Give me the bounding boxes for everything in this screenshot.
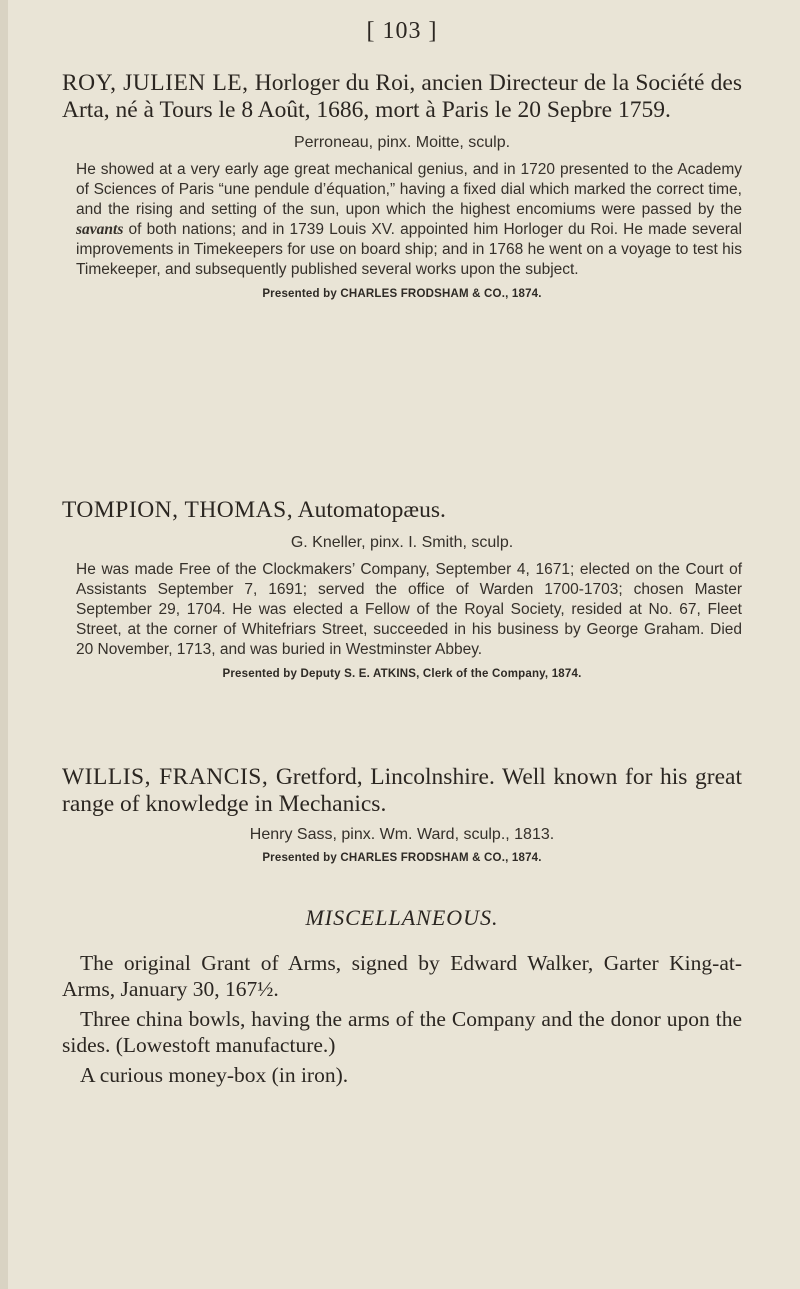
entry-body-text: He showed at a very early age great mechanical genius, and in 1720 presented to the Academy of Sciences of Paris “une pendule d’équation,” having a fixed dial which marked the correct time, and the rising and setting of the sun, upon which the highest encomiums were passed by the — [76, 161, 742, 218]
entry-tompion — [62, 497, 742, 680]
entry-heading — [62, 764, 742, 818]
entry-artists: Henry Sass, pinx. Wm. Ward, sculp., 1813. — [249, 826, 555, 843]
list-item: A curious money-box (in iron). — [80, 1063, 349, 1087]
entry-body — [76, 160, 742, 280]
page-number: [ 103 ] — [366, 18, 438, 44]
miscellaneous-list — [62, 950, 742, 1092]
list-item: Three china bowls, having the arms of the Company and the donor upon the sides. (Lowestoft manufacture.) — [62, 1007, 742, 1057]
entry-description: Horloger du Roi, ancien Directeur de la Société des Arta, né à Tours le 8 Août, 1686, mort à Paris le 20 Sepbre 1759. — [62, 70, 742, 123]
entry-heading — [62, 70, 742, 124]
entry-presented: Presented by CHARLES FRODSHAM & CO., 1874. — [262, 852, 542, 864]
entry-heading — [62, 497, 742, 524]
entry-body-italic: savants — [76, 221, 124, 238]
section-heading-miscellaneous: MISCELLANEOUS. — [305, 905, 499, 930]
entry-roy — [62, 70, 742, 300]
entry-name: TOMPION, THOMAS, — [62, 497, 294, 523]
entry-body: He was made Free of the Clockmakers’ Company, September 4, 1671; elected on the Court of Assistants September 7, 1691; served the office of Warden 1700-1703; chosen Master September 29, 1704. He was elected a Fellow of the Royal Society, resided at No. 67, Fleet Street, at the corner of Whitefriars Street, succeeded in his business by George Graham. Died 20 November, 1713, and was buried in Westminster Abbey. — [76, 561, 742, 658]
entry-presented: Presented by CHARLES FRODSHAM & CO., 1874. — [262, 288, 542, 300]
entry-description: Automatopæus. — [297, 497, 446, 523]
entry-artists: Perroneau, pinx. Moitte, sculp. — [293, 134, 511, 151]
entry-presented: Presented by Deputy S. E. ATKINS, Clerk of the Company, 1874. — [222, 668, 582, 680]
page-edge — [0, 0, 8, 1289]
entry-willis — [62, 764, 742, 864]
list-item: The original Grant of Arms, signed by Edward Walker, Garter King-at-Arms, January 30, 167½. — [62, 951, 742, 1001]
entry-artists: G. Kneller, pinx. I. Smith, sculp. — [290, 534, 514, 551]
entry-name: WILLIS, FRANCIS, — [62, 764, 269, 790]
entry-body-text: of both nations; and in 1739 Louis XV. appointed him Horloger du Roi. He made several improvements in Timekeepers for use on board ship; and in 1768 he went on a voyage to test his Timekeeper, and subsequently published several works upon the subject. — [76, 221, 742, 278]
entry-name: ROY, JULIEN LE, — [62, 70, 249, 96]
entry-description: Gretford, Lincolnshire. Well known for his great range of knowledge in Mechanics. — [62, 764, 742, 817]
